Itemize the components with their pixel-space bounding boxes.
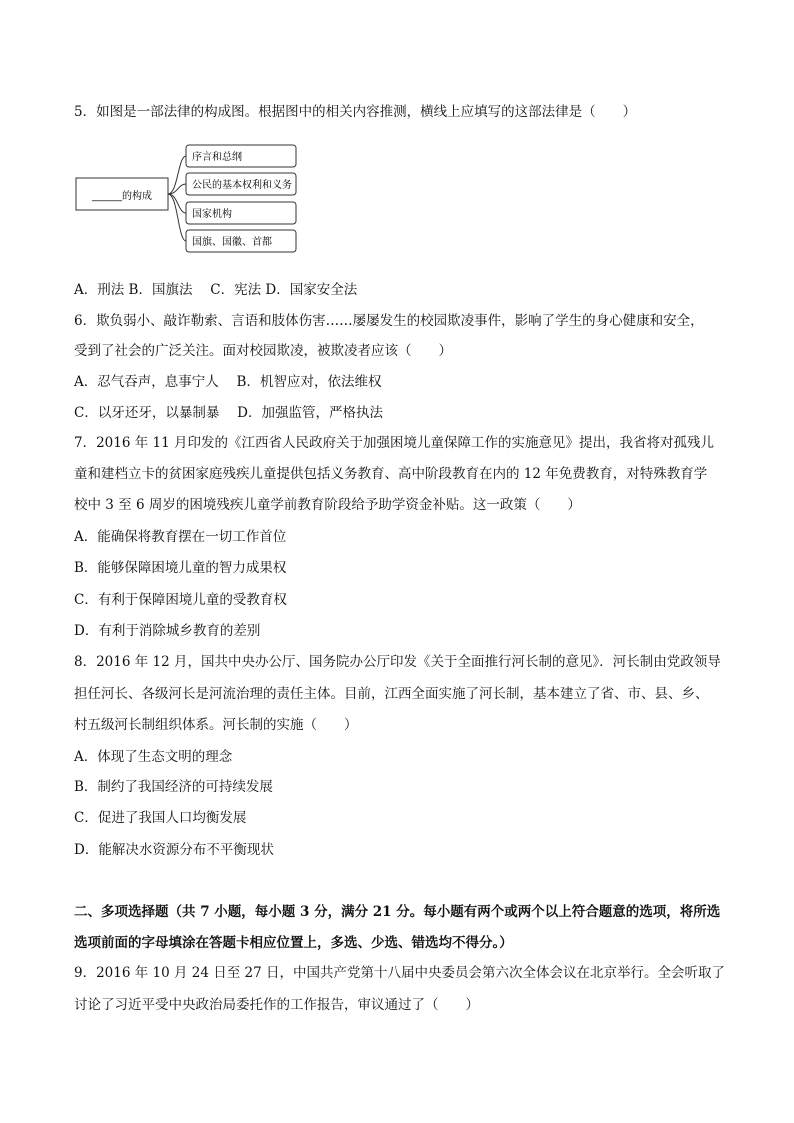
q7-stem-line1: 7．2016 年 11 月印发的《江西省人民政府关于加强困境儿童保障工作的实施意见》提出，我省将对孤残儿 xyxy=(74,435,714,451)
q8-option-c: C．促进了我国人口均衡发展 xyxy=(74,810,247,826)
q7-option-c: C．有利于保障困境儿童的受教育权 xyxy=(74,592,287,608)
q7-option-d: D．有利于消除城乡教育的差别 xyxy=(74,623,261,639)
diagram-root-label: ______的构成 xyxy=(92,191,152,202)
diagram-branch-label: 公民的基本权利和义务 xyxy=(192,180,292,191)
section2-heading-line2: 选项前面的字母填涂在答题卡相应位置上，多选、少选、错选均不得分。） xyxy=(74,935,513,951)
q8-stem-line1: 8．2016 年 12 月，国共中央办公厅、国务院办公厅印发《关于全面推行河长制的意见》．河长制由党政领导 xyxy=(74,654,721,670)
section2-heading-line1: 二、多项选择题（共 7 小题，每小题 3 分，满分 21 分。每小题有两个或两个以上符合题意的选项，将所选 xyxy=(74,904,721,920)
q9-stem-line1: 9．2016 年 10 月 24 日至 27 日，中国共产党第十八届中央委员会第六次全体会议在北京举行。全会听取了 xyxy=(74,965,726,981)
q5-options: A．刑法 B．国旗法 C．宪法 D．国家安全法 xyxy=(74,282,358,298)
diagram-branch-label: 国旗、国徽、首都 xyxy=(192,237,272,248)
q6-stem-line2: 受到了社会的广泛关注。面对校园欺凌，被欺凌者应该（ ） xyxy=(74,343,452,359)
diagram-branch-label: 国家机构 xyxy=(192,209,232,220)
q6-options-line2: C．以牙还牙，以暴制暴 D．加强监管，严格执法 xyxy=(74,405,383,421)
q8-option-b: B．制约了我国经济的可持续发展 xyxy=(74,779,273,795)
q7-option-b: B．能够保障困境儿童的智力成果权 xyxy=(74,560,287,576)
q7-stem-line3: 校中 3 至 6 周岁的困境残疾儿童学前教育阶段给予助学资金补贴。这一政策（ ） xyxy=(74,497,581,513)
q8-stem-line2: 担任河长、各级河长是河流治理的责任主体。目前，江西全面实施了河长制，基本建立了省、市、县、乡、 xyxy=(74,686,709,702)
q8-option-d: D．能解决水资源分布不平衡现状 xyxy=(74,842,274,858)
q7-option-a: A．能确保将教育摆在一切工作首位 xyxy=(74,529,287,545)
q6-options-line1: A．忍气吞声，息事宁人 B．机智应对，依法维权 xyxy=(74,374,382,390)
q6-stem-line1: 6．欺负弱小、敲诈勒索、言语和肢体伤害……屡屡发生的校园欺凌事件，影响了学生的身心健康和安全， xyxy=(74,313,704,329)
q8-option-a: A．体现了生态文明的理念 xyxy=(74,749,233,765)
q5-stem: 5．如图是一部法律的构成图。根据图中的相关内容推测，横线上应填写的这部法律是（ ） xyxy=(74,104,637,120)
diagram-connector xyxy=(168,194,186,213)
q8-stem-line3: 村五级河长制组织体系。河长制的实施（ ） xyxy=(74,717,358,733)
diagram-branch-label: 序言和总纲 xyxy=(192,152,242,163)
q7-stem-line2: 童和建档立卡的贫困家庭残疾儿童提供包括义务教育、高中阶段教育在内的 12 年免费教育，对特殊教育学 xyxy=(74,466,708,482)
q9-stem-line2: 讨论了习近平受中央政治局委托作的工作报告，审议通过了（ ） xyxy=(74,997,479,1013)
law-structure-diagram xyxy=(74,140,304,260)
diagram-connector xyxy=(168,156,186,194)
